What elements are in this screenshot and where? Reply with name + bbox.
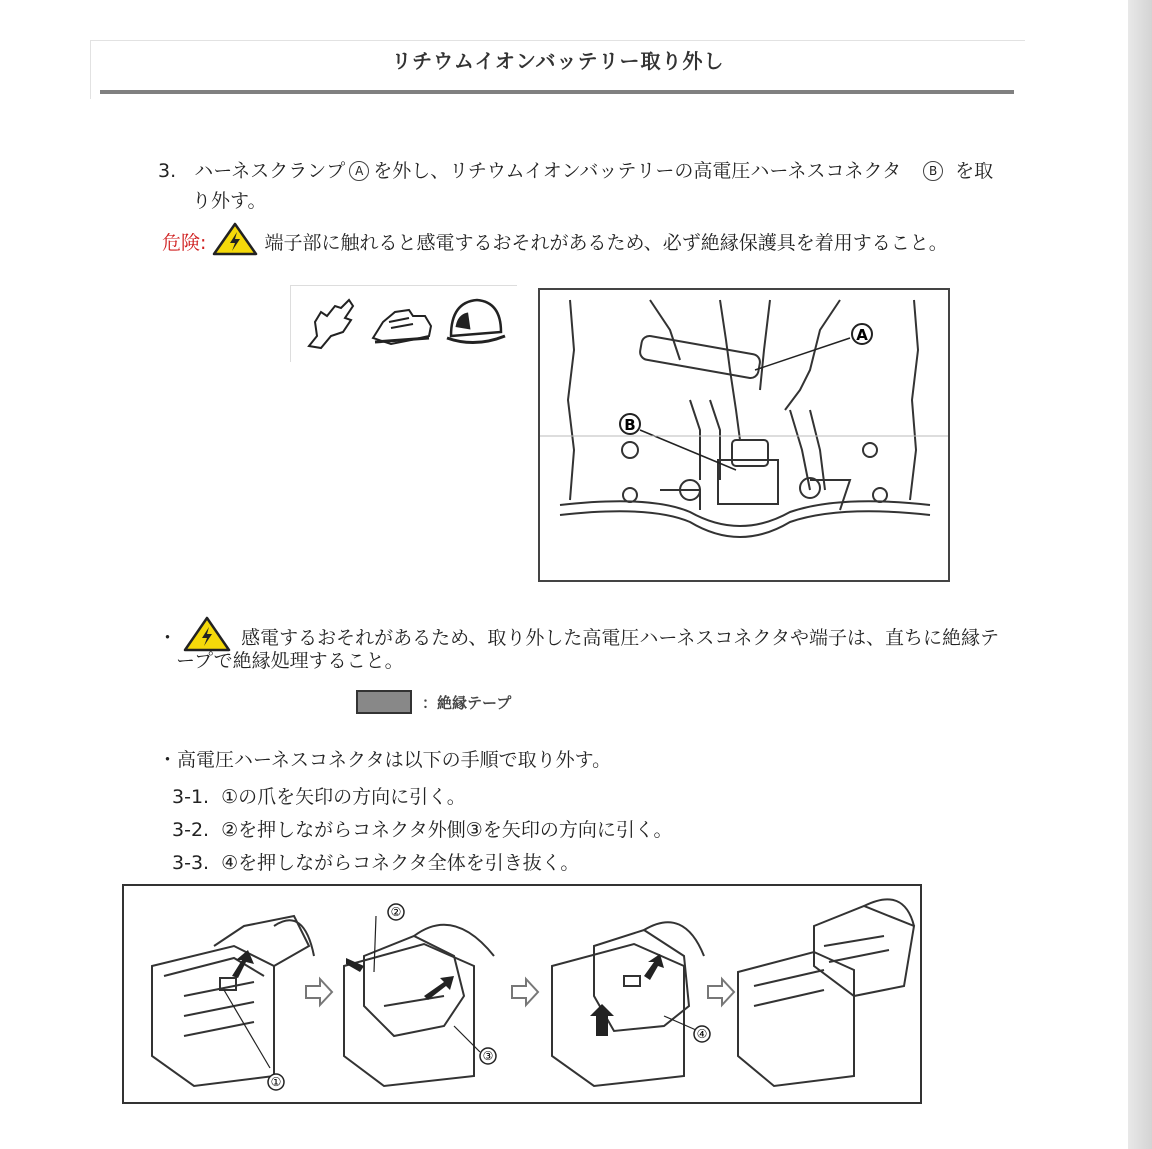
danger-label: 危険:: [162, 232, 207, 254]
svg-text:①: ①: [270, 1075, 282, 1089]
svg-text:④: ④: [696, 1027, 708, 1041]
step-3-text-b: を外し、リチウムイオンバッテリーの高電圧ハーネスコネクタ: [373, 160, 902, 182]
procedure-step-1: 3-1. ①の爪を矢印の方向に引く。: [172, 786, 466, 808]
warning-2-bullet: ・: [158, 627, 178, 649]
callout-3: [480, 1048, 496, 1064]
callout-4: [694, 1026, 710, 1042]
step-3-text-c: を取: [955, 160, 994, 182]
warning-2-text-1: 感電するおそれがあるため、取り外した高電圧ハーネスコネクタや端子は、直ちに絶縁テ: [241, 627, 1000, 649]
procedure-step-3: 3-3. ④を押しながらコネクタ全体を引き抜く。: [172, 852, 580, 874]
helmet-icon: [447, 300, 505, 343]
callout-1: [268, 1074, 284, 1090]
page-edge-shadow: [1128, 0, 1152, 1149]
svg-text:③: ③: [482, 1049, 494, 1063]
step-3-number: 3.: [158, 160, 177, 182]
arrow-right-3: [708, 979, 734, 1005]
safety-shoe-icon: [373, 310, 431, 344]
protective-gear-box: [290, 285, 517, 362]
figure1-callout-a: [852, 324, 872, 344]
marker-a: A: [349, 161, 369, 181]
connector-removal-figure: [122, 884, 922, 1104]
glove-icon: [309, 300, 353, 348]
arrow-right-2: [512, 979, 538, 1005]
battery-harness-figure: [538, 288, 950, 582]
insulation-tape-swatch: [356, 690, 412, 714]
step-3-line2: り外す。: [192, 190, 267, 212]
danger-line: [162, 222, 948, 265]
step-3-text-a: ハーネスクランプ: [194, 160, 346, 182]
figure1-callout-b: [620, 414, 640, 434]
insulation-tape-label: ：絶縁テープ: [422, 694, 512, 712]
svg-text:A: A: [856, 326, 868, 344]
svg-text:B: B: [624, 416, 636, 434]
marker-b: B: [923, 161, 943, 181]
procedure-step-2: 3-2. ②を押しながらコネクタ外側③を矢印の方向に引く。: [172, 819, 673, 841]
arrow-right-1: [306, 979, 332, 1005]
step-3-line1: [158, 156, 993, 186]
header-rule: [100, 90, 1014, 94]
callout-2: [388, 904, 404, 920]
procedure-intro: ・高電圧ハーネスコネクタは以下の手順で取り外す。: [158, 749, 612, 771]
high-voltage-warning-icon: [212, 222, 258, 265]
warning-2-line2: ープで絶縁処理すること。: [176, 650, 404, 672]
page-title: リチウムイオンバッテリー取り外し: [391, 49, 725, 73]
danger-text: 端子部に触れると感電するおそれがあるため、必ず絶縁保護具を着用すること。: [264, 232, 948, 254]
svg-text:②: ②: [390, 905, 402, 919]
